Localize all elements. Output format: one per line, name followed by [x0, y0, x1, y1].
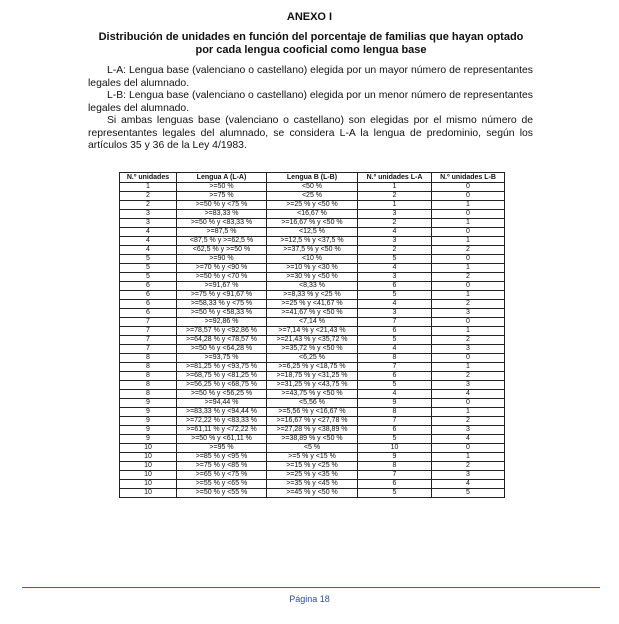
cell-language-a: >=85 % y <95 %: [177, 453, 267, 462]
cell-units-la: 4: [358, 300, 432, 309]
cell-units-lb: 3: [432, 426, 505, 435]
cell-units: 7: [120, 318, 177, 327]
cell-language-b: >=35 % y <45 %: [267, 480, 358, 489]
cell-units: 8: [120, 363, 177, 372]
cell-language-b: <50 %: [267, 183, 358, 192]
cell-language-a: >=50 % y <75 %: [177, 201, 267, 210]
cell-language-b: >=18,75 % y <31,25 %: [267, 372, 358, 381]
cell-language-b: >=16,67 % y <27,78 %: [267, 417, 358, 426]
cell-units: 10: [120, 462, 177, 471]
cell-units: 7: [120, 336, 177, 345]
cell-units-la: 3: [358, 309, 432, 318]
table-row: [120, 246, 505, 255]
cell-units-lb: 1: [432, 264, 505, 273]
cell-units-lb: 3: [432, 309, 505, 318]
cell-units-lb: 2: [432, 372, 505, 381]
cell-language-b: <7,14 %: [267, 318, 358, 327]
cell-units-la: 1: [358, 201, 432, 210]
table-row: [120, 219, 505, 228]
cell-units-lb: 3: [432, 381, 505, 390]
cell-language-b: >=8,33 % y <25 %: [267, 291, 358, 300]
table-row: [120, 273, 505, 282]
cell-units: 7: [120, 345, 177, 354]
cell-language-a: >=83,33 % y <94,44 %: [177, 408, 267, 417]
cell-language-a: >=50 % y <55 %: [177, 489, 267, 498]
cell-language-b: <5,56 %: [267, 399, 358, 408]
cell-units-la: 7: [358, 318, 432, 327]
table-row: [120, 345, 505, 354]
cell-units: 8: [120, 390, 177, 399]
cell-units-la: 5: [358, 381, 432, 390]
cell-units-lb: 2: [432, 462, 505, 471]
cell-language-b: >=25 % y <35 %: [267, 471, 358, 480]
cell-language-a: >=72,22 % y <83,33 %: [177, 417, 267, 426]
cell-language-a: >=50 %: [177, 183, 267, 192]
cell-language-a: >=90 %: [177, 255, 267, 264]
cell-language-a: >=78,57 % y <92,86 %: [177, 327, 267, 336]
table-row: [120, 489, 505, 498]
cell-units: 6: [120, 291, 177, 300]
cell-language-b: >=6,25 % y <18,75 %: [267, 363, 358, 372]
table-row: [120, 183, 505, 192]
cell-units: 9: [120, 408, 177, 417]
cell-language-a: <87,5 % y >=62,5 %: [177, 237, 267, 246]
cell-language-b: >=12,5 % y <37,5 %: [267, 237, 358, 246]
cell-language-b: >=16,67 % y <50 %: [267, 219, 358, 228]
table-row: [120, 390, 505, 399]
cell-units-lb: 0: [432, 183, 505, 192]
table-row: [120, 381, 505, 390]
table-row: [120, 201, 505, 210]
cell-language-b: >=45 % y <50 %: [267, 489, 358, 498]
cell-units-la: 7: [358, 363, 432, 372]
cell-language-b: <6,25 %: [267, 354, 358, 363]
cell-units-lb: 1: [432, 201, 505, 210]
cell-units-lb: 4: [432, 390, 505, 399]
cell-language-a: >=83,33 %: [177, 210, 267, 219]
table-row: [120, 327, 505, 336]
table-row: [120, 192, 505, 201]
cell-language-a: >=50 % y <70 %: [177, 273, 267, 282]
table-header-row: [120, 173, 505, 183]
cell-language-b: >=5,56 % y <16,67 %: [267, 408, 358, 417]
cell-units-la: 5: [358, 336, 432, 345]
cell-language-a: >=91,67 %: [177, 282, 267, 291]
cell-language-a: >=81,25 % y <93,75 %: [177, 363, 267, 372]
cell-units-la: 8: [358, 408, 432, 417]
cell-language-b: >=21,43 % y <35,72 %: [267, 336, 358, 345]
header-units-lb: N.º unidades L-B: [432, 173, 505, 183]
cell-units-lb: 2: [432, 417, 505, 426]
cell-units: 4: [120, 228, 177, 237]
cell-units: 5: [120, 273, 177, 282]
cell-language-a: >=87,5 %: [177, 228, 267, 237]
table-row: [120, 453, 505, 462]
cell-language-b: >=15 % y <25 %: [267, 462, 358, 471]
cell-units-la: 3: [358, 237, 432, 246]
cell-language-a: >=95 %: [177, 444, 267, 453]
cell-units: 2: [120, 192, 177, 201]
cell-units: 9: [120, 435, 177, 444]
cell-units-la: 6: [358, 372, 432, 381]
table-row: [120, 417, 505, 426]
cell-units-lb: 3: [432, 345, 505, 354]
table-body: [120, 183, 505, 498]
cell-language-a: >=50 % y <64,28 %: [177, 345, 267, 354]
cell-language-a: >=75 % y <91,67 %: [177, 291, 267, 300]
cell-units-la: 2: [358, 192, 432, 201]
header-language-a: Lengua A (L-A): [177, 173, 267, 183]
cell-units: 10: [120, 489, 177, 498]
cell-units-lb: 2: [432, 273, 505, 282]
cell-language-a: >=50 % y <58,33 %: [177, 309, 267, 318]
table-row: [120, 372, 505, 381]
cell-units-lb: 1: [432, 327, 505, 336]
cell-units: 9: [120, 399, 177, 408]
paragraph-tie-rule: Si ambas lenguas base (valenciano o castellano) son elegidas por el mismo número de representantes legales del alumnado, se considera L-A la lengua de predominio, según los artículos 35 y 36 de la Ley 4/1983.: [88, 115, 533, 151]
cell-units: 3: [120, 210, 177, 219]
cell-units: 5: [120, 264, 177, 273]
cell-units-lb: 1: [432, 408, 505, 417]
cell-language-b: >=5 % y <15 %: [267, 453, 358, 462]
cell-units: 4: [120, 237, 177, 246]
annex-subtitle: Distribución de unidades en función del porcentaje de familias que hayan optado por cada lengua cooficial como lengua base: [98, 31, 524, 56]
cell-units: 8: [120, 372, 177, 381]
cell-units: 6: [120, 309, 177, 318]
cell-units-lb: 2: [432, 300, 505, 309]
table-row: [120, 399, 505, 408]
cell-units-lb: 0: [432, 282, 505, 291]
table-row: [120, 408, 505, 417]
cell-language-a: >=58,33 % y <75 %: [177, 300, 267, 309]
cell-units: 8: [120, 354, 177, 363]
cell-language-b: >=38,89 % y <50 %: [267, 435, 358, 444]
table-row: [120, 255, 505, 264]
paragraph-la-definition: L-A: Lengua base (valenciano o castellano) elegida por un mayor número de representantes legales del alumnado.: [88, 65, 533, 89]
cell-units-la: 4: [358, 264, 432, 273]
cell-units-lb: 2: [432, 336, 505, 345]
cell-language-b: >=43,75 % y <50 %: [267, 390, 358, 399]
cell-units: 2: [120, 201, 177, 210]
cell-units-la: 10: [358, 444, 432, 453]
cell-units-lb: 0: [432, 399, 505, 408]
cell-language-b: >=30 % y <50 %: [267, 273, 358, 282]
table-row: [120, 426, 505, 435]
cell-units-la: 5: [358, 291, 432, 300]
cell-units: 10: [120, 453, 177, 462]
cell-language-a: >=50 % y <83,33 %: [177, 219, 267, 228]
cell-units: 9: [120, 426, 177, 435]
cell-units: 10: [120, 480, 177, 489]
table-row: [120, 336, 505, 345]
cell-language-b: >=41,67 % y <50 %: [267, 309, 358, 318]
cell-units-lb: 2: [432, 246, 505, 255]
cell-units-lb: 4: [432, 435, 505, 444]
cell-units-la: 9: [358, 399, 432, 408]
cell-language-a: >=56,25 % y <68,75 %: [177, 381, 267, 390]
table-row: [120, 237, 505, 246]
table-row: [120, 318, 505, 327]
cell-language-a: <62,5 % y >=50 %: [177, 246, 267, 255]
cell-units-lb: 1: [432, 291, 505, 300]
table-row: [120, 480, 505, 489]
cell-units: 8: [120, 381, 177, 390]
cell-units-la: 4: [358, 345, 432, 354]
cell-language-b: <16,67 %: [267, 210, 358, 219]
cell-units-lb: 5: [432, 489, 505, 498]
table-row: [120, 435, 505, 444]
distribution-table: [119, 172, 505, 498]
cell-language-b: >=35,72 % y <50 %: [267, 345, 358, 354]
paragraph-lb-definition: L-B: Lengua base (valenciano o castellano) elegida por un menor número de representantes legales del alumnado.: [88, 90, 533, 114]
cell-units: 10: [120, 471, 177, 480]
cell-units-la: 5: [358, 489, 432, 498]
cell-language-a: >=65 % y <75 %: [177, 471, 267, 480]
header-language-b: Lengua B (L-B): [267, 173, 358, 183]
cell-units: 7: [120, 327, 177, 336]
cell-language-a: >=50 % y <56,25 %: [177, 390, 267, 399]
cell-units-lb: 1: [432, 453, 505, 462]
table-row: [120, 300, 505, 309]
cell-units-lb: 0: [432, 192, 505, 201]
cell-units: 3: [120, 219, 177, 228]
cell-units-la: 2: [358, 219, 432, 228]
cell-units-la: 6: [358, 282, 432, 291]
table-row: [120, 354, 505, 363]
cell-units-lb: 0: [432, 228, 505, 237]
cell-language-b: >=25 % y <50 %: [267, 201, 358, 210]
cell-units-la: 2: [358, 246, 432, 255]
cell-language-a: >=93,75 %: [177, 354, 267, 363]
cell-language-b: <12,5 %: [267, 228, 358, 237]
table-row: [120, 462, 505, 471]
annex-heading: ANEXO I: [286, 11, 333, 23]
cell-units-la: 5: [358, 435, 432, 444]
footer-divider: [22, 587, 600, 588]
cell-language-b: <8,33 %: [267, 282, 358, 291]
cell-units-la: 4: [358, 228, 432, 237]
cell-language-b: >=25 % y <41,67 %: [267, 300, 358, 309]
cell-units-la: 4: [358, 390, 432, 399]
cell-language-b: >=7,14 % y <21,43 %: [267, 327, 358, 336]
cell-units-lb: 0: [432, 444, 505, 453]
cell-units-lb: 0: [432, 354, 505, 363]
cell-units: 9: [120, 417, 177, 426]
cell-language-b: >=37,5 % y <50 %: [267, 246, 358, 255]
cell-units-lb: 1: [432, 219, 505, 228]
cell-units-lb: 0: [432, 318, 505, 327]
cell-units-lb: 1: [432, 363, 505, 372]
cell-units-la: 9: [358, 453, 432, 462]
cell-language-b: <25 %: [267, 192, 358, 201]
cell-units-lb: 0: [432, 210, 505, 219]
cell-units-la: 8: [358, 354, 432, 363]
table-row: [120, 291, 505, 300]
cell-units: 1: [120, 183, 177, 192]
cell-units-la: 5: [358, 255, 432, 264]
cell-units-lb: 0: [432, 255, 505, 264]
cell-units-la: 3: [358, 210, 432, 219]
cell-units-lb: 3: [432, 471, 505, 480]
cell-language-a: >=61,11 % y <72,22 %: [177, 426, 267, 435]
table-row: [120, 282, 505, 291]
cell-units-la: 1: [358, 183, 432, 192]
cell-language-b: <10 %: [267, 255, 358, 264]
cell-units-la: 3: [358, 273, 432, 282]
cell-units: 6: [120, 300, 177, 309]
table-row: [120, 363, 505, 372]
table-row: [120, 471, 505, 480]
page-number: Página 18: [289, 594, 330, 604]
cell-language-b: >=10 % y <30 %: [267, 264, 358, 273]
cell-units-lb: 4: [432, 480, 505, 489]
table-row: [120, 444, 505, 453]
cell-language-b: >=31,25 % y <43,75 %: [267, 381, 358, 390]
cell-units-lb: 1: [432, 237, 505, 246]
cell-units: 6: [120, 282, 177, 291]
cell-language-a: >=50 % y <61,11 %: [177, 435, 267, 444]
cell-units-la: 7: [358, 471, 432, 480]
cell-units-la: 7: [358, 417, 432, 426]
cell-language-a: >=92,86 %: [177, 318, 267, 327]
cell-units-la: 6: [358, 426, 432, 435]
header-units: N.º unidades: [120, 173, 177, 183]
cell-units-la: 6: [358, 327, 432, 336]
header-units-la: N.º unidades L-A: [358, 173, 432, 183]
cell-language-a: >=64,28 % y <78,57 %: [177, 336, 267, 345]
table-row: [120, 264, 505, 273]
cell-language-a: >=68,75 % y <81,25 %: [177, 372, 267, 381]
cell-units: 4: [120, 246, 177, 255]
cell-language-b: <5 %: [267, 444, 358, 453]
cell-language-a: >=94,44 %: [177, 399, 267, 408]
table-row: [120, 228, 505, 237]
cell-units: 5: [120, 255, 177, 264]
cell-language-a: >=75 % y <85 %: [177, 462, 267, 471]
cell-language-a: >=75 %: [177, 192, 267, 201]
table-row: [120, 309, 505, 318]
cell-language-b: >=27,28 % y <38,89 %: [267, 426, 358, 435]
cell-units: 10: [120, 444, 177, 453]
cell-language-a: >=55 % y <65 %: [177, 480, 267, 489]
cell-language-a: >=70 % y <90 %: [177, 264, 267, 273]
cell-units-la: 6: [358, 480, 432, 489]
cell-units-la: 8: [358, 462, 432, 471]
table-row: [120, 210, 505, 219]
